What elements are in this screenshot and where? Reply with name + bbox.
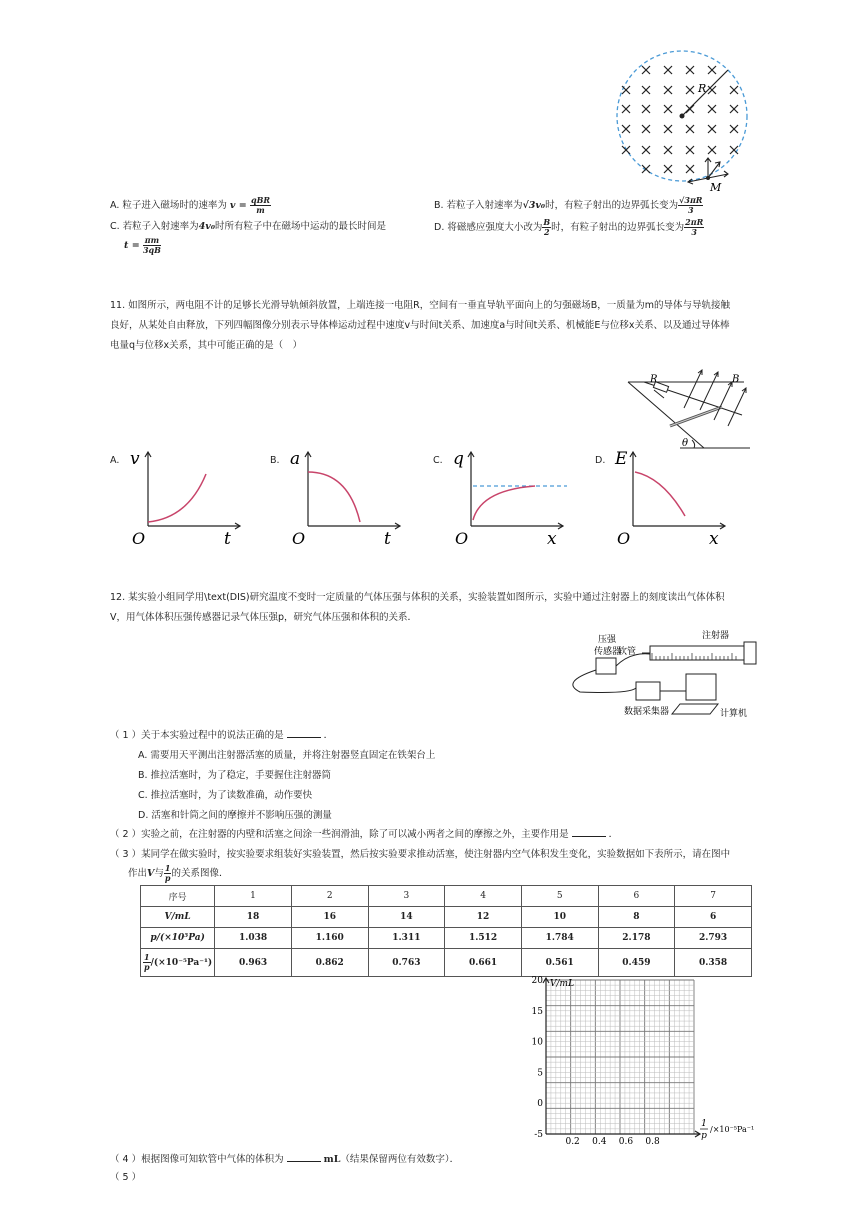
field-cross-mark — [686, 146, 694, 154]
svg-text:1: 1 — [701, 1119, 707, 1129]
svg-text:计算机: 计算机 — [720, 709, 748, 719]
graph-x-label: x — [709, 529, 719, 546]
point-m-label: M — [710, 181, 722, 194]
svg-text:压强: 压强 — [598, 635, 617, 645]
radius-label: R — [698, 82, 707, 95]
y-tick-label: 5 — [537, 1068, 543, 1079]
field-cross-mark — [686, 66, 694, 74]
option-label: B. — [270, 455, 280, 466]
field-cross-mark — [730, 86, 738, 94]
q11-stem: 11. 如图所示，两电阻不计的足够长光滑导轨倾斜放置，上端连接一电阻R，空间有一垂直导轨平面向上的匀强磁场B，一质量为m的导体与导轨接触 良好，从某处自由释放，下列四幅图像分别表示导体棒运动过程中速度v与时间t关系、加速度a与时间t关系、机械能E与位移x关系、以及通过导体棒 电量q与位移x关系，其中可能正确的是（ ） — [110, 300, 731, 351]
y-tick-label: -5 — [534, 1130, 543, 1140]
graph-y-label: V/mL — [550, 979, 575, 989]
graph-x-label: t — [224, 529, 231, 546]
field-cross-mark — [730, 125, 738, 133]
field-cross-mark — [664, 105, 672, 113]
graph-y-label: v — [130, 449, 140, 469]
q12-option-d[interactable]: D. 活塞和针筒之间的摩擦并不影响压强的测量 — [138, 810, 332, 821]
graph-axes — [543, 978, 700, 1137]
syringe-barrel — [650, 646, 748, 660]
option-label: C. — [433, 455, 443, 466]
table-row: p/(×10⁵Pa) 1.038 1.160 1.311 1.512 1.784 2.178 2.793 — [141, 928, 752, 949]
graph-curve — [148, 474, 206, 522]
pressure-sensor-box — [596, 658, 616, 674]
field-cross-mark — [642, 105, 650, 113]
answer-blank-4[interactable] — [287, 1152, 321, 1162]
field-cross-mark — [664, 125, 672, 133]
svg-text:传感器: 传感器 — [594, 647, 622, 657]
x-tick-label: 0.4 — [592, 1137, 607, 1147]
svg-text:B: B — [732, 374, 740, 385]
q11-graph — [128, 446, 258, 546]
svg-text:R: R — [650, 374, 658, 385]
field-cross-mark — [642, 146, 650, 154]
y-tick-label: 0 — [537, 1099, 543, 1110]
q12-option-a[interactable]: A. 需要用天平测出注射器活塞的质量，并将注射器竖直固定在铁架台上 — [138, 750, 436, 761]
q12-option-b[interactable]: B. 推拉活塞时，为了稳定，手要握住注射器筒 — [138, 770, 332, 781]
data-table — [140, 885, 752, 977]
field-cross-mark — [642, 86, 650, 94]
field-cross-mark — [708, 125, 716, 133]
option-label: D. — [595, 455, 606, 466]
svg-text:p: p — [701, 1131, 707, 1141]
field-cross-mark — [686, 125, 694, 133]
q10-option-a[interactable]: A. 粒子进入磁场时的速率为 v = $\frac{\text{qBR}}{m}$ — [110, 195, 271, 215]
field-cross-mark — [708, 146, 716, 154]
q12-stem: 12. 某实验小组同学用\text(DIS)研究温度不变时一定质量的气体压强与体积的关系，实验装置如图所示，实验中通过注射器上的刻度读出气体体积 V，用气体体积压强传感器记录气体压强p，研究气体压强和体积的关系． — [110, 592, 725, 623]
svg-text:/×10⁻⁵Pa⁻¹: /×10⁻⁵Pa⁻¹ — [710, 1125, 755, 1134]
svg-text:软管: 软管 — [618, 647, 637, 657]
table-row: $\frac{1}{p}$ /(×10⁻⁵Pa⁻¹) 0.963 0.862 0.763 0.661 0.561 0.459 0.358 — [141, 949, 752, 977]
option-label: A. — [110, 455, 120, 466]
field-cross-mark — [622, 125, 630, 133]
x-tick-label: 0.6 — [618, 1137, 634, 1147]
y-tick-label: 10 — [531, 1037, 543, 1048]
q11-graph — [451, 446, 581, 546]
graph-origin-label: O — [132, 529, 146, 546]
graph-axes — [630, 452, 725, 529]
field-cross-mark — [686, 105, 694, 113]
computer-monitor — [686, 674, 716, 700]
field-cross-mark — [664, 165, 672, 173]
field-cross-mark — [622, 146, 630, 154]
q12-sub3-cont: 作出V与 $\frac{1}{p}$ 的关系图像． — [128, 863, 229, 883]
answer-blank-1[interactable] — [287, 728, 321, 738]
field-cross-mark — [686, 165, 694, 173]
graph-x-label: t — [384, 529, 391, 546]
q12-option-c[interactable]: C. 推拉活塞时，为了读数准确，动作要快 — [138, 790, 313, 801]
svg-text:数据采集器: 数据采集器 — [624, 707, 670, 717]
graph-y-label: E — [615, 449, 628, 469]
graph-y-label: a — [290, 449, 301, 469]
graph-axes — [305, 452, 400, 529]
magnetic-field-figure — [608, 42, 758, 197]
data-collector-box — [636, 682, 660, 700]
apparatus-figure — [560, 626, 760, 722]
y-tick-label: 15 — [531, 1006, 543, 1017]
field-cross-mark — [708, 105, 716, 113]
graph-curve — [473, 486, 535, 520]
graph-curve — [308, 472, 360, 522]
q12-sub2: （ 2 ）实验之前，在注射器的内壁和活塞之间涂一些润滑油，除了可以减小两者之间的摩擦之外，主要作用是 ． — [110, 829, 619, 840]
graph-axes — [468, 452, 563, 529]
field-cross-mark — [642, 165, 650, 173]
q12-sub1-options — [138, 746, 435, 826]
field-cross-mark — [664, 86, 672, 94]
field-cross-mark — [664, 66, 672, 74]
svg-text:θ: θ — [682, 438, 689, 449]
x-tick-label: 0.8 — [645, 1137, 660, 1147]
table-header-row: 序号 1 2 3 4 5 6 7 — [141, 886, 752, 907]
field-crosses — [622, 66, 738, 173]
graph-origin-label: O — [455, 529, 469, 546]
q11-graph — [613, 446, 743, 546]
graph-y-label: q — [453, 449, 464, 469]
field-cross-mark — [708, 66, 716, 74]
center-dot — [680, 114, 685, 119]
q11-graph — [288, 446, 418, 546]
svg-text:注射器: 注射器 — [702, 631, 730, 641]
field-cross-mark — [730, 105, 738, 113]
field-cross-mark — [622, 105, 630, 113]
graph-paper[interactable] — [524, 970, 764, 1150]
field-cross-mark — [622, 86, 630, 94]
q12-sub3: （ 3 ）某同学在做实验时，按实验要求组装好实验装置，然后按实验要求推动活塞，使注射器内空气体积发生变化，实验数据如下表所示，请在图中 — [110, 849, 731, 860]
q10-option-c[interactable]: C. 若粒子入射速率为4v₀时所有粒子中在磁场中运动的最长时间是 — [110, 221, 386, 232]
q10-option-d[interactable]: D. 将磁感应强度大小改为 $\frac{B}{2}$ 时，有粒子射出的边界弧长变为 $\frac{2\pi R}{3}$ — [434, 217, 704, 237]
field-cross-mark — [686, 86, 694, 94]
field-cross-mark — [642, 66, 650, 74]
q10-option-b[interactable]: B. 若粒子入射速率为√3v₀时，有粒子射出的边界弧长变为 $\frac{√3\pi R}{3}$ — [434, 195, 703, 215]
graph-axes — [145, 452, 240, 529]
graph-x-label: x — [547, 529, 557, 546]
incline-rail-figure — [624, 360, 754, 450]
q12-sub4: （ 4 ）根据图像可知软管中气体的体积为 mL（结果保留两位有效数字）． — [110, 1154, 460, 1165]
field-cross-mark — [642, 125, 650, 133]
graph-curve — [635, 472, 685, 516]
field-cross-mark — [664, 146, 672, 154]
q12-sub5: （ 5 ） — [110, 1172, 142, 1183]
answer-blank-2[interactable] — [572, 827, 606, 837]
graph-origin-label: O — [292, 529, 306, 546]
velocity-arrows — [688, 158, 728, 184]
x-tick-label: 0.2 — [565, 1137, 580, 1147]
field-cross-mark — [708, 86, 716, 94]
q12-sub1: （ 1 ）关于本实验过程中的说法正确的是 ． — [110, 730, 334, 741]
graph-origin-label: O — [617, 529, 631, 546]
table-row: V/mL 18 16 14 12 10 8 6 — [141, 907, 752, 928]
q10-option-c-formula: t = $\frac{\pi m}{3qB}$ — [124, 235, 161, 255]
y-tick-label: 20 — [531, 976, 543, 986]
